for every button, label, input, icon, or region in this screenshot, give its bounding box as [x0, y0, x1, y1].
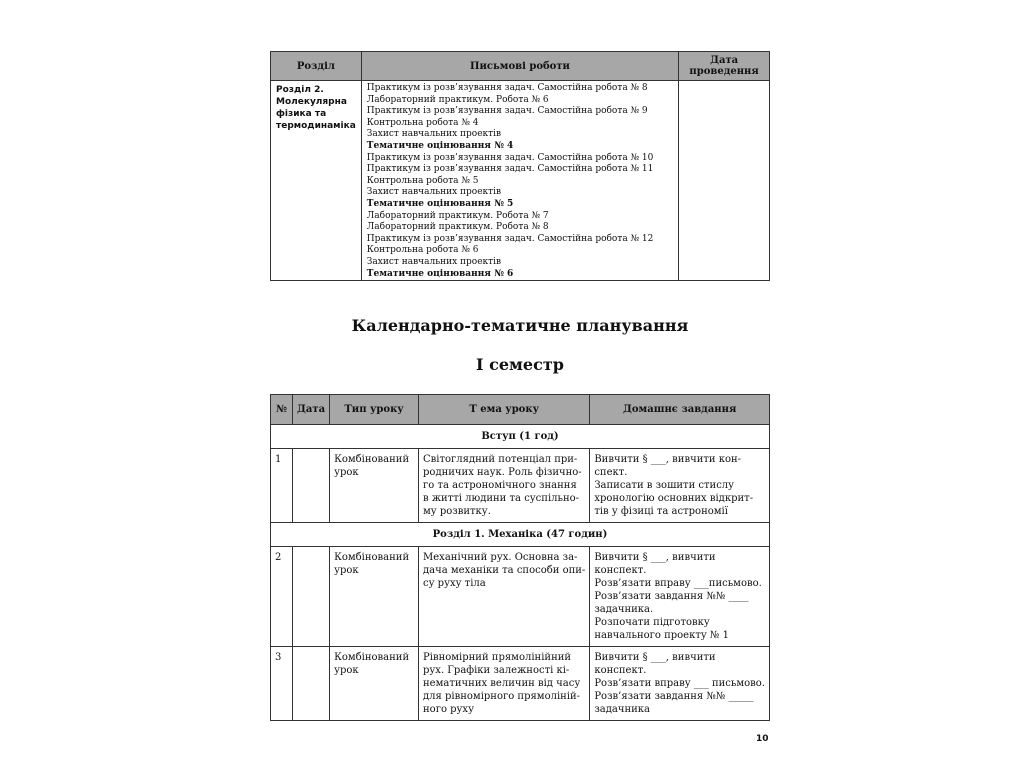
homework-line: Розв’язати вправу ___письмово. — [594, 578, 762, 589]
lesson-type-line: урок — [334, 467, 359, 478]
lesson-date — [293, 547, 330, 647]
lesson-type-line: урок — [334, 665, 359, 676]
homework-line: Розпочати підготовку — [594, 617, 710, 628]
lesson-plan-table — [270, 394, 770, 721]
written-work-item: Практикум із розв’язування задач. Самостійна робота № 8 — [366, 83, 648, 93]
written-work-item: Контрольна робота № 5 — [366, 175, 479, 186]
header-number: № — [271, 395, 293, 425]
header-lesson-topic: Т ема уроку — [419, 395, 590, 425]
homework-line: хронологію основних відкрит- — [594, 493, 754, 504]
lesson-topic-line: му розвитку. — [423, 506, 491, 517]
header-date: Дата проведення — [679, 52, 770, 81]
homework-line: конспект. — [594, 665, 647, 676]
header-homework: Домашнє завдання — [590, 395, 770, 425]
homework-line: тів у фізиці та астрономії — [594, 506, 728, 517]
section-name-line: термодинаміка — [276, 121, 356, 131]
written-work-item: Тематичне оцінювання № 4 — [366, 140, 514, 151]
lesson-homework — [590, 449, 770, 523]
written-work-item: Лабораторний практикум. Робота № 6 — [366, 94, 549, 105]
homework-line: задачника — [594, 704, 651, 715]
homework-line: Розв’язати завдання №№ ____ — [594, 591, 749, 602]
lesson-type — [330, 547, 419, 647]
written-works-table — [270, 51, 770, 281]
lesson-topic — [419, 647, 590, 721]
table-row — [271, 547, 770, 647]
lesson-topic-line: ного руху — [423, 704, 474, 715]
lesson-topic — [419, 449, 590, 523]
lesson-topic-line: Рівномірний прямолінійний — [423, 652, 572, 663]
table-header-row — [271, 52, 770, 81]
lesson-type — [330, 647, 419, 721]
homework-line: конспект. — [594, 565, 647, 576]
header-section: Розділ — [271, 52, 362, 81]
written-work-item: Практикум із розв’язування задач. Самостійна робота № 12 — [366, 233, 654, 244]
lesson-topic-line: рух. Графіки залежності кі- — [423, 665, 570, 676]
lesson-date — [293, 647, 330, 721]
lesson-number: 3 — [271, 647, 293, 721]
lesson-topic-line: го та астрономічного знання — [423, 480, 577, 491]
lesson-topic-line: в житті людини та суспільно- — [423, 493, 580, 504]
section-row — [271, 425, 770, 449]
written-work-item: Лабораторний практикум. Робота № 8 — [366, 222, 549, 233]
lesson-number: 1 — [271, 449, 293, 523]
lesson-type-line: Комбінований — [334, 652, 410, 663]
written-work-item: Практикум із розв’язування задач. Самостійна робота № 11 — [366, 164, 654, 175]
homework-line: Вивчити § ___, вивчити — [594, 652, 716, 663]
lesson-number: 2 — [271, 547, 293, 647]
date-cell — [679, 81, 770, 281]
lesson-type-line: Комбінований — [334, 454, 410, 465]
intro-section-label: Вступ (1 год) — [271, 425, 770, 449]
lesson-topic-line: для рівномірного прямоліній- — [423, 691, 581, 702]
homework-line: Розв’язати завдання №№ _____ — [594, 691, 754, 702]
section-name-line: фізика та — [276, 109, 327, 119]
header-date: Дата — [293, 395, 330, 425]
written-work-item: Контрольна робота № 6 — [366, 245, 479, 256]
header-lesson-type: Тип уроку — [330, 395, 419, 425]
lesson-topic-line: дача механіки та способи опи- — [423, 565, 586, 576]
lesson-type — [330, 449, 419, 523]
section-name-line: Розділ 2. — [276, 85, 324, 95]
page-number: 10 — [756, 734, 769, 744]
written-work-item: Захист навчальних проектів — [366, 256, 502, 267]
written-work-item: Практикум із розв’язування задач. Самостійна робота № 9 — [366, 106, 648, 117]
lesson-topic-line: родничих наук. Роль фізично- — [423, 467, 582, 478]
semester-title: І семестр — [476, 355, 564, 374]
lesson-topic — [419, 547, 590, 647]
lesson-topic-line: Механічний рух. Основна за- — [423, 552, 578, 563]
works-list-cell — [361, 81, 678, 281]
homework-line: Записати в зошити стислу — [594, 480, 735, 491]
table-row — [271, 647, 770, 721]
homework-line: Вивчити § ___, вивчити кон- — [594, 454, 742, 465]
homework-line: задачника. — [594, 604, 654, 615]
written-work-item: Контрольна робота № 4 — [366, 117, 479, 128]
lesson-topic-line: Світоглядний потенціал при- — [423, 454, 578, 465]
table-row — [271, 449, 770, 523]
written-work-item: Захист навчальних проектів — [366, 129, 502, 140]
written-work-item: Практикум із розв’язування задач. Самостійна робота № 10 — [366, 152, 654, 163]
lesson-homework — [590, 647, 770, 721]
mechanics-section-label: Розділ 1. Механіка (47 годин) — [271, 523, 770, 547]
homework-line: Вивчити § ___, вивчити — [594, 552, 716, 563]
lesson-homework — [590, 547, 770, 647]
section-name-line: Молекулярна — [276, 97, 347, 107]
page-title: Календарно-тематичне планування — [351, 316, 689, 335]
section-row — [271, 523, 770, 547]
written-work-item: Лабораторний практикум. Робота № 7 — [366, 210, 549, 221]
homework-line: Розв’язати вправу ___ письмово. — [594, 678, 765, 689]
homework-line: спект. — [594, 467, 628, 478]
lesson-type-line: Комбінований — [334, 552, 410, 563]
lesson-topic-line: су руху тіла — [423, 578, 486, 589]
written-work-item: Тематичне оцінювання № 6 — [366, 268, 514, 279]
lesson-topic-line: нематичних величин від часу — [423, 678, 581, 689]
table-header-row — [271, 395, 770, 425]
written-work-item: Захист навчальних проектів — [366, 187, 502, 198]
lesson-date — [293, 449, 330, 523]
section-name-cell — [271, 81, 362, 281]
homework-line: навчального проекту № 1 — [594, 630, 729, 641]
header-written-works: Письмові роботи — [361, 52, 678, 81]
lesson-type-line: урок — [334, 565, 359, 576]
written-work-item: Тематичне оцінювання № 5 — [366, 198, 514, 209]
table-row — [271, 81, 770, 281]
